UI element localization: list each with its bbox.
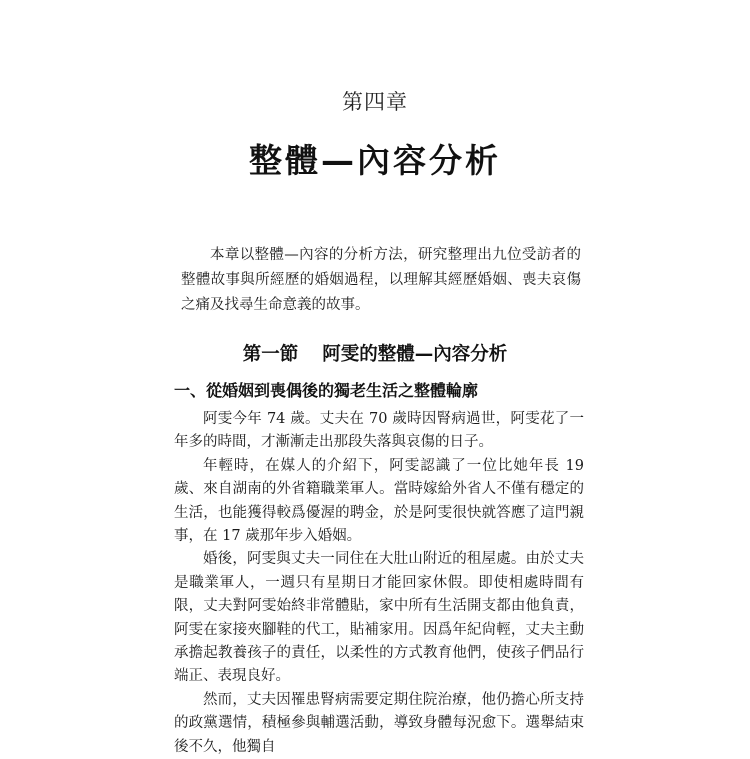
subsection-title: 一、從婚姻到喪偶後的獨老生活之整體輪廓 — [174, 381, 479, 400]
intro-block — [181, 243, 581, 318]
body-text — [174, 408, 584, 759]
chapter-label: 第四章 — [342, 90, 408, 114]
body-paragraph: 阿雯今年 74 歲。丈夫在 70 歲時因腎病過世，阿雯花了一年多的時間，才漸漸走出那段失落與哀傷的日子。 — [174, 411, 584, 451]
chapter-title: 整體—內容分析 — [249, 141, 501, 180]
body-paragraph: 然而，丈夫因罹患腎病需要定期住院治療，他仍擔心所支持的政黨選情，積極參與輔選活動，導致身體每況愈下。選舉結束後不久，他獨自 — [174, 691, 584, 755]
intro-paragraph: 本章以整體—內容的分析方法，研究整理出九位受訪者的整體故事與所經歷的婚姻過程，以理解其經歷婚姻、喪夫哀傷之痛及找尋生命意義的故事。 — [181, 247, 581, 313]
body-paragraph: 婚後，阿雯與丈夫一同住在大肚山附近的租屋處。由於丈夫是職業軍人，一週只有星期日才能回家休假。即使相處時間有限，丈夫對阿雯始終非常體貼，家中所有生活開支都由他負責，阿雯在家接夾腳鞋的代工，貼補家用。因爲年紀尙輕，丈夫主動承擔起教養孩子的責任，以柔性的方式教育他們，使孩子們品行端正、表現良好。 — [174, 551, 584, 685]
section-heading — [0, 340, 750, 366]
section-number: 第一節 — [242, 344, 299, 365]
section-title: 阿雯的整體—內容分析 — [322, 344, 508, 365]
body-paragraph: 年輕時，在媒人的介紹下，阿雯認識了一位比她年長 19 歲、來自湖南的外省籍職業軍人。當時嫁給外省人不僅有穩定的生活，也能獲得較爲優渥的聘金，於是阿雯很快就答應了這門親事，在 17 歲那年步入婚姻。 — [174, 457, 584, 545]
